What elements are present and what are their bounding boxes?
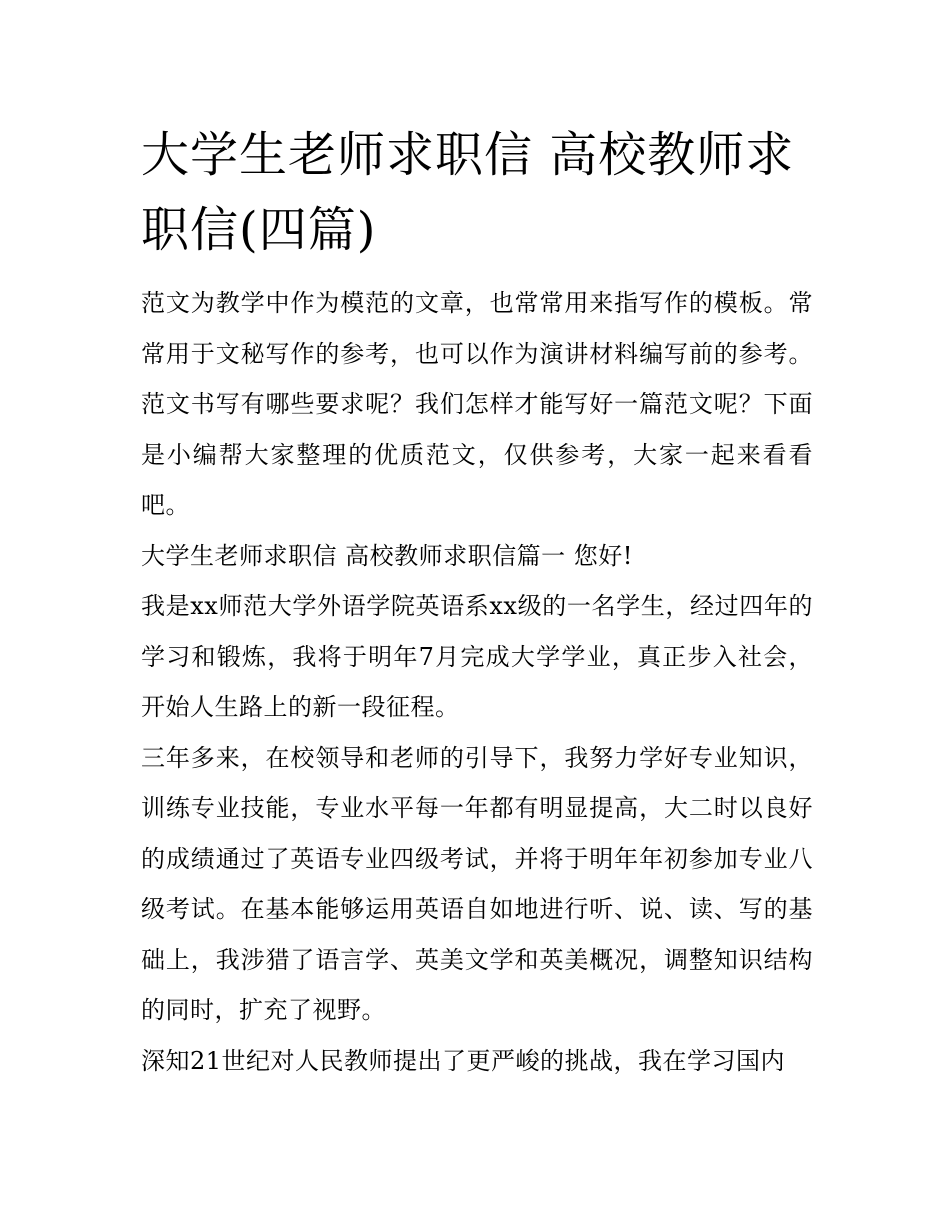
greeting-paragraph: 大学生老师求职信 高校教师求职信篇一 您好!	[141, 541, 633, 570]
body-paragraph: 深知21世纪对人民教师提出了更严峻的挑战，我在学习国内	[141, 1046, 786, 1075]
body-paragraph: 我是xx师范大学外语学院英语系xx级的一名学生，经过四年的学习和锻炼，我将于明年7月完成大学学业，真正步入社会，开始人生路上的新一段征程。	[141, 592, 813, 721]
intro-paragraph: 范文为教学中作为模范的文章，也常常用来指写作的模板。常常用于文秘写作的参考，也可以作为演讲材料编写前的参考。范文书写有哪些要求呢？我们怎样才能写好一篇范文呢？下面是小编帮大家整理的优质范文，仅供参考，大家一起来看看吧。	[141, 289, 813, 519]
body-paragraph: 三年多来，在校领导和老师的引导下，我努力学好专业知识，训练专业技能，专业水平每一年都有明显提高，大二时以良好的成绩通过了英语专业四级考试，并将于明年年初参加专业八级考试。在基本能够运用英语自如地进行听、说、读、写的基础上，我涉猎了语言学、英美文学和英美概况，调整知识结构的同时，扩充了视野。	[141, 743, 813, 1024]
document-body	[141, 118, 813, 1086]
document-title: 大学生老师求职信 高校教师求职信(四篇)	[141, 127, 795, 258]
